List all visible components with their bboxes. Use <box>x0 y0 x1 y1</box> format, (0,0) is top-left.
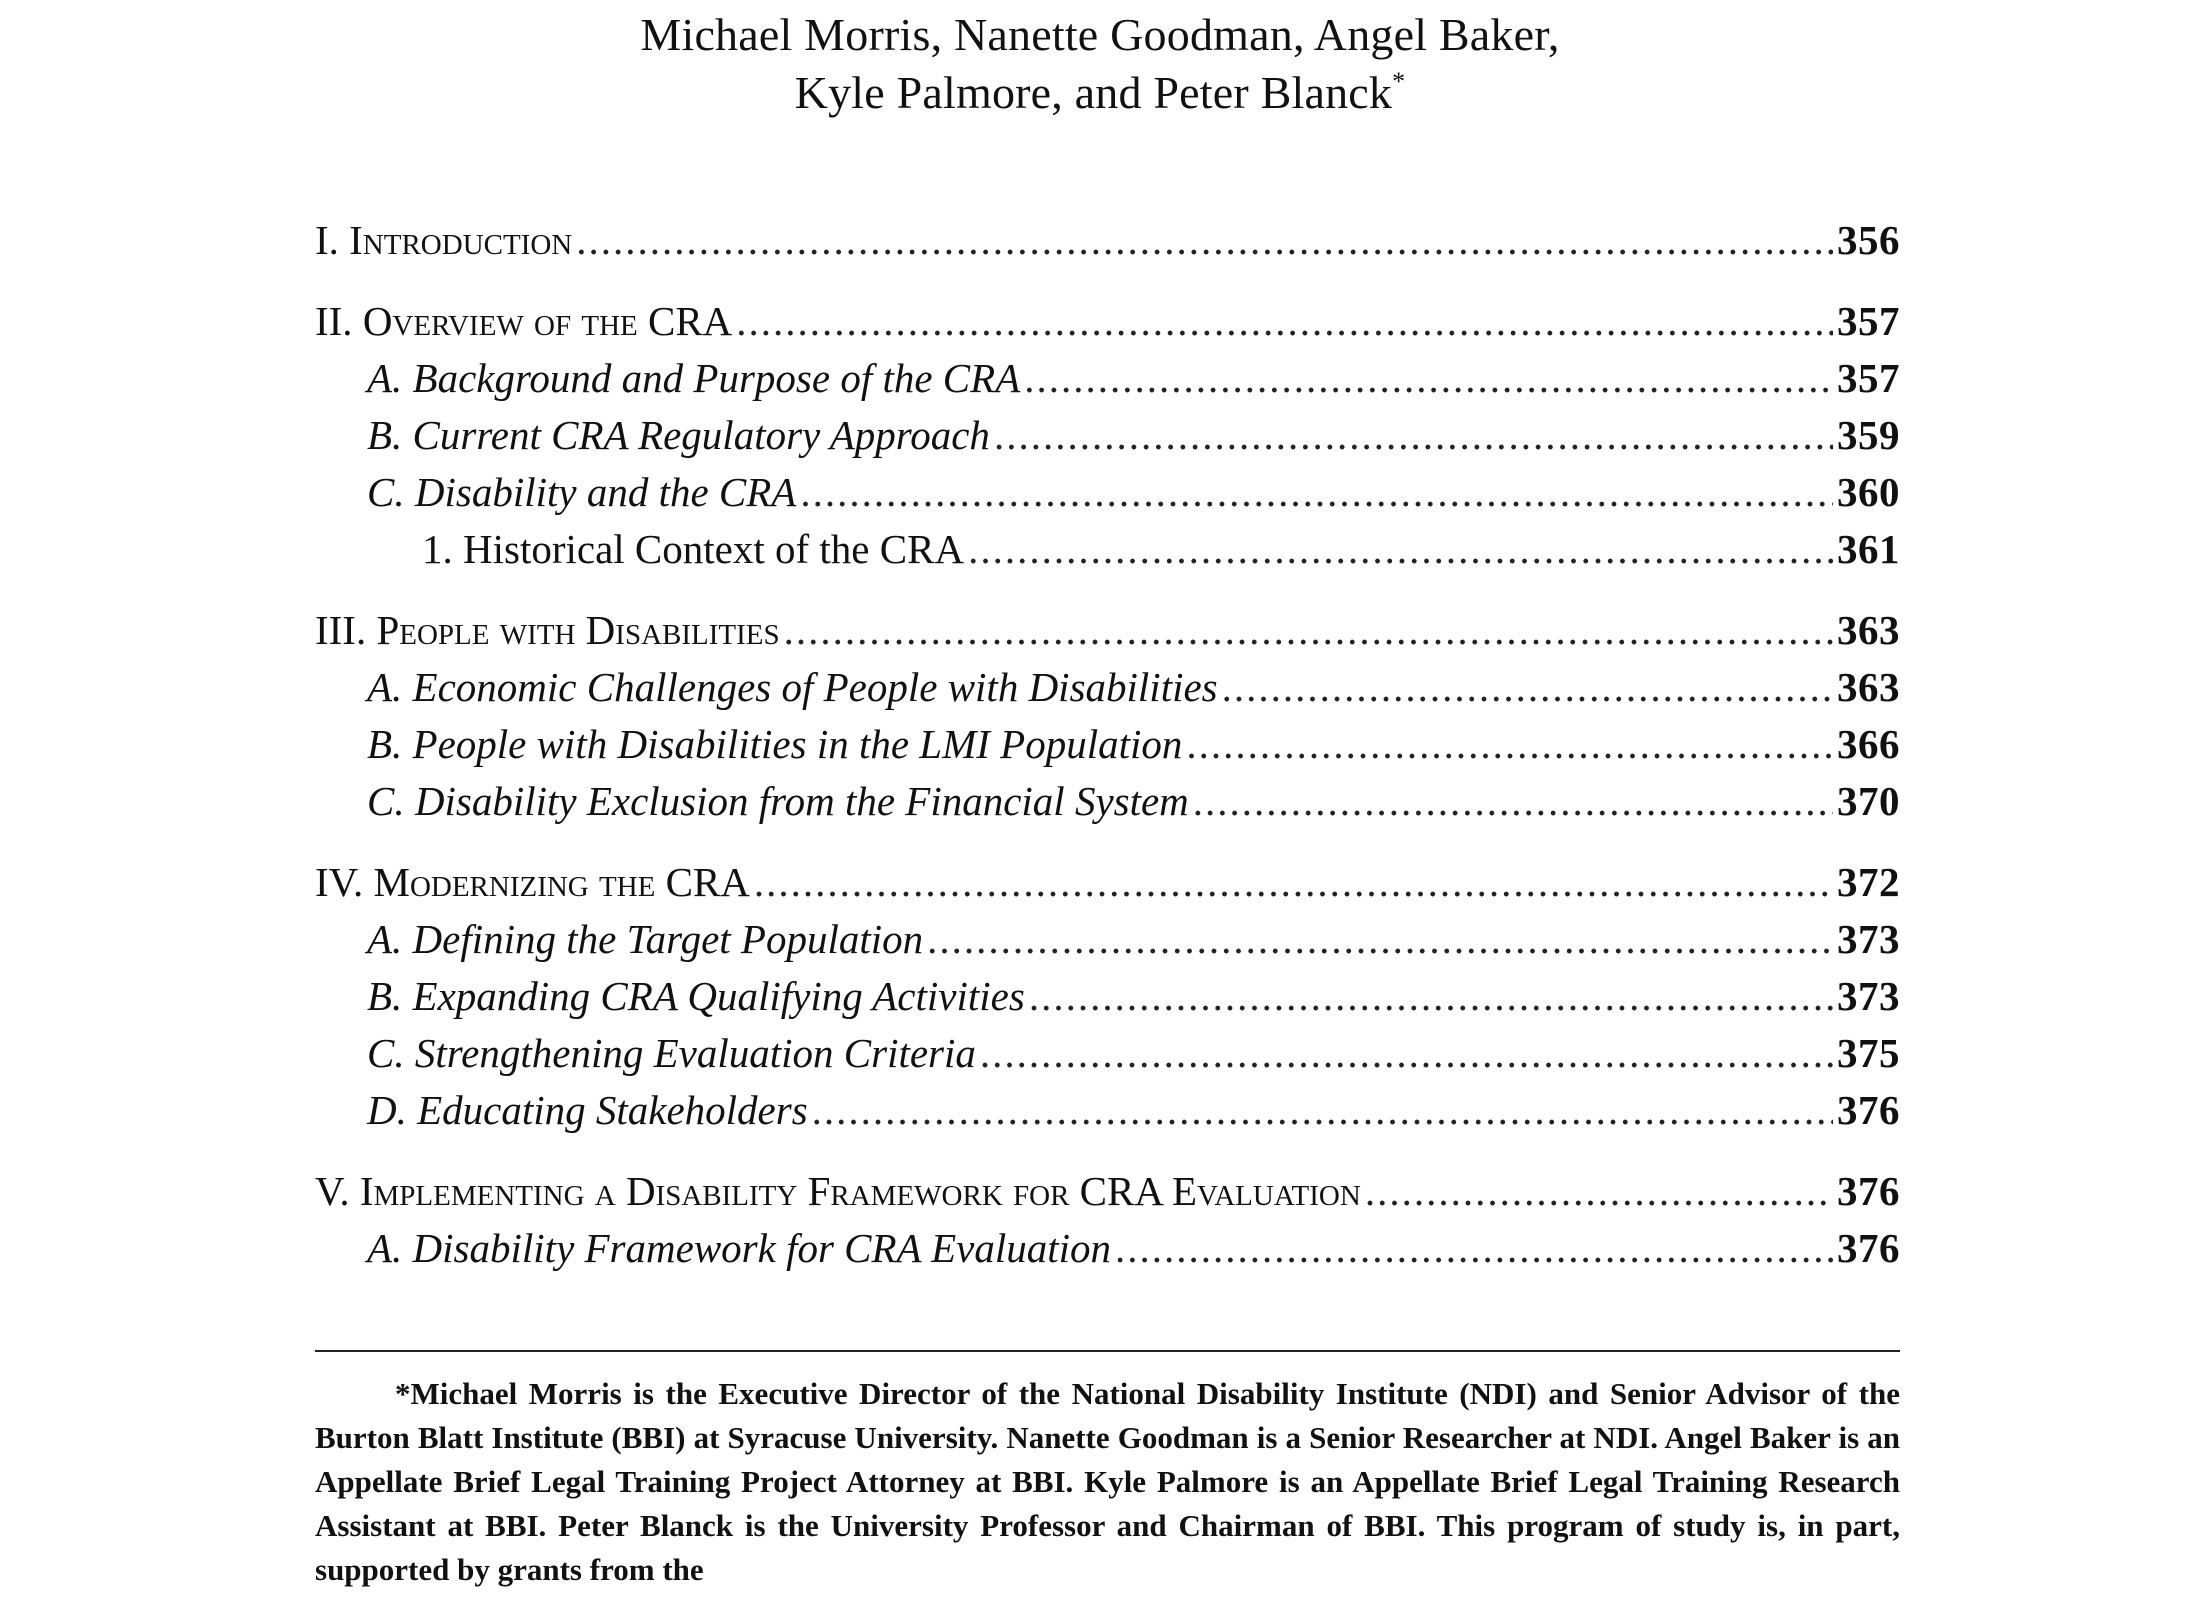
toc-entry[interactable] <box>315 1220 1900 1277</box>
toc-entry[interactable] <box>315 350 1900 407</box>
toc-entry[interactable] <box>315 911 1900 968</box>
toc-dot-leader <box>1024 350 1833 407</box>
toc-dot-leader <box>800 464 1833 521</box>
toc-entry-title <box>367 659 1218 716</box>
author-line-2-text: Kyle Palmore, and Peter Blanck <box>794 67 1393 118</box>
toc-entry-text: Economic Challenges of People with Disabilities <box>412 664 1218 710</box>
toc-entry-text: Historical Context of the CRA <box>463 526 965 572</box>
toc-entry-title <box>315 854 750 911</box>
toc-entry-title <box>315 293 732 350</box>
toc-entry[interactable] <box>315 716 1900 773</box>
toc-entry-number: B. <box>367 412 403 458</box>
footnote-divider <box>315 1350 1900 1352</box>
toc-entry-number: A. <box>367 664 403 710</box>
toc-entry-number: I. <box>315 217 339 263</box>
toc-entry-text: Strengthening Evaluation Criteria <box>414 1030 976 1076</box>
toc-dot-leader <box>994 407 1833 464</box>
toc-entry-title <box>367 716 1182 773</box>
toc-entry[interactable] <box>315 1163 1900 1220</box>
toc-entry[interactable] <box>315 1082 1900 1139</box>
toc-page-number: 376 <box>1837 1168 1900 1214</box>
toc-entry-title <box>315 1163 1361 1220</box>
toc-dot-leader <box>1029 968 1833 1025</box>
toc-page-number: 359 <box>1837 412 1900 458</box>
toc-entry-title <box>367 1025 976 1082</box>
toc-page-number: 373 <box>1837 973 1900 1019</box>
toc-entry-text: Implementing a Disability Framework for CRA Evaluation <box>359 1168 1361 1214</box>
toc-entry[interactable] <box>315 407 1900 464</box>
toc-dot-leader <box>812 1082 1833 1139</box>
toc-page-number: 372 <box>1837 859 1900 905</box>
toc-entry-title <box>367 350 1020 407</box>
toc-entry-number: A. <box>367 916 403 962</box>
toc-entry-text: Introduction <box>349 217 573 263</box>
toc-entry-text: Disability Framework for CRA Evaluation <box>412 1225 1112 1271</box>
toc-page-number: 366 <box>1837 721 1900 767</box>
toc-entry-title <box>367 1082 808 1139</box>
toc-entry-number: D. <box>367 1087 407 1133</box>
toc-entry[interactable] <box>315 659 1900 716</box>
toc-entry-title <box>315 602 780 659</box>
toc-entry-title <box>367 773 1189 830</box>
toc-entry-title <box>367 1220 1111 1277</box>
toc-dot-leader <box>1115 1220 1833 1277</box>
toc-page-number: 363 <box>1837 607 1900 653</box>
toc-entry[interactable] <box>315 602 1900 659</box>
toc-page-number: 376 <box>1837 1087 1900 1133</box>
toc-dot-leader <box>1193 773 1833 830</box>
toc-dot-leader <box>784 602 1833 659</box>
toc-entry-number: 1. <box>422 526 453 572</box>
toc-entry-number: III. <box>315 607 367 653</box>
toc-entry-title <box>315 212 572 269</box>
toc-dot-leader <box>1365 1163 1833 1220</box>
toc-page-number: 357 <box>1837 355 1900 401</box>
toc-entry[interactable] <box>315 521 1900 578</box>
toc-page-number: 360 <box>1837 469 1900 515</box>
toc-entry[interactable] <box>315 854 1900 911</box>
toc-entry-text: People with Disabilities <box>376 607 780 653</box>
toc-entry-title <box>367 911 923 968</box>
toc-entry[interactable] <box>315 773 1900 830</box>
toc-dot-leader <box>1222 659 1833 716</box>
toc-entry-number: II. <box>315 298 353 344</box>
toc-entry[interactable] <box>315 212 1900 269</box>
toc-dot-leader <box>927 911 1833 968</box>
toc-entry-title <box>367 407 990 464</box>
toc-entry-title <box>367 464 796 521</box>
author-block <box>0 6 2200 122</box>
toc-page-number: 375 <box>1837 1030 1900 1076</box>
toc-entry-text: Overview of the CRA <box>362 298 733 344</box>
toc-entry-number: V. <box>315 1168 350 1214</box>
toc-entry[interactable] <box>315 968 1900 1025</box>
toc-entry-number: A. <box>367 355 403 401</box>
toc-entry-text: Disability and the CRA <box>414 469 797 515</box>
toc-entry-number: A. <box>367 1225 403 1271</box>
toc-entry-text: Educating Stakeholders <box>417 1087 808 1133</box>
toc-entry-text: People with Disabilities in the LMI Population <box>412 721 1183 767</box>
author-footnote-marker: * <box>1392 67 1406 96</box>
toc-entry[interactable] <box>315 464 1900 521</box>
toc-entry-number: C. <box>367 469 405 515</box>
table-of-contents <box>315 212 1900 1277</box>
toc-entry-text: Modernizing the CRA <box>373 859 750 905</box>
author-footnote: *Michael Morris is the Executive Director of the National Disability Institute (NDI) and Senior Advisor of the Burton Blatt Institute (BBI) at Syracuse University. Nanette Goodman is a Senior Researcher at NDI. Angel Baker is an Appellate Brief Legal Training Project Attorney at BBI. Kyle Palmore is an Appellate Brief Legal Training Research Assistant at BBI. Peter Blanck is the University Professor and Chairman of BBI. This program of study is, in part, supported by grants from the <box>315 1376 1900 1587</box>
author-line-1: Michael Morris, Nanette Goodman, Angel Baker, <box>640 9 1560 60</box>
toc-page-number: 376 <box>1837 1225 1900 1271</box>
toc-dot-leader <box>754 854 1833 911</box>
toc-entry-text: Current CRA Regulatory Approach <box>412 412 990 458</box>
toc-entry[interactable] <box>315 293 1900 350</box>
toc-dot-leader <box>736 293 1833 350</box>
toc-entry-title <box>422 521 964 578</box>
toc-entry-title <box>367 968 1025 1025</box>
toc-page-number: 357 <box>1837 298 1900 344</box>
toc-page-number: 370 <box>1837 778 1900 824</box>
toc-entry-number: IV. <box>315 859 364 905</box>
toc-dot-leader <box>1186 716 1833 773</box>
toc-entry-text: Expanding CRA Qualifying Activities <box>412 973 1025 1019</box>
toc-page-number: 356 <box>1837 217 1900 263</box>
toc-page-number: 363 <box>1837 664 1900 710</box>
toc-page-number: 373 <box>1837 916 1900 962</box>
toc-entry-text: Disability Exclusion from the Financial System <box>414 778 1189 824</box>
toc-dot-leader <box>968 521 1833 578</box>
toc-entry-number: B. <box>367 721 403 767</box>
toc-dot-leader <box>576 212 1833 269</box>
toc-entry-text: Background and Purpose of the CRA <box>412 355 1021 401</box>
toc-dot-leader <box>980 1025 1833 1082</box>
toc-entry-text: Defining the Target Population <box>412 916 924 962</box>
toc-entry-number: C. <box>367 778 405 824</box>
toc-page-number: 361 <box>1837 526 1900 572</box>
toc-entry[interactable] <box>315 1025 1900 1082</box>
toc-entry-number: C. <box>367 1030 405 1076</box>
author-line-2 <box>0 64 2200 122</box>
toc-entry-number: B. <box>367 973 403 1019</box>
